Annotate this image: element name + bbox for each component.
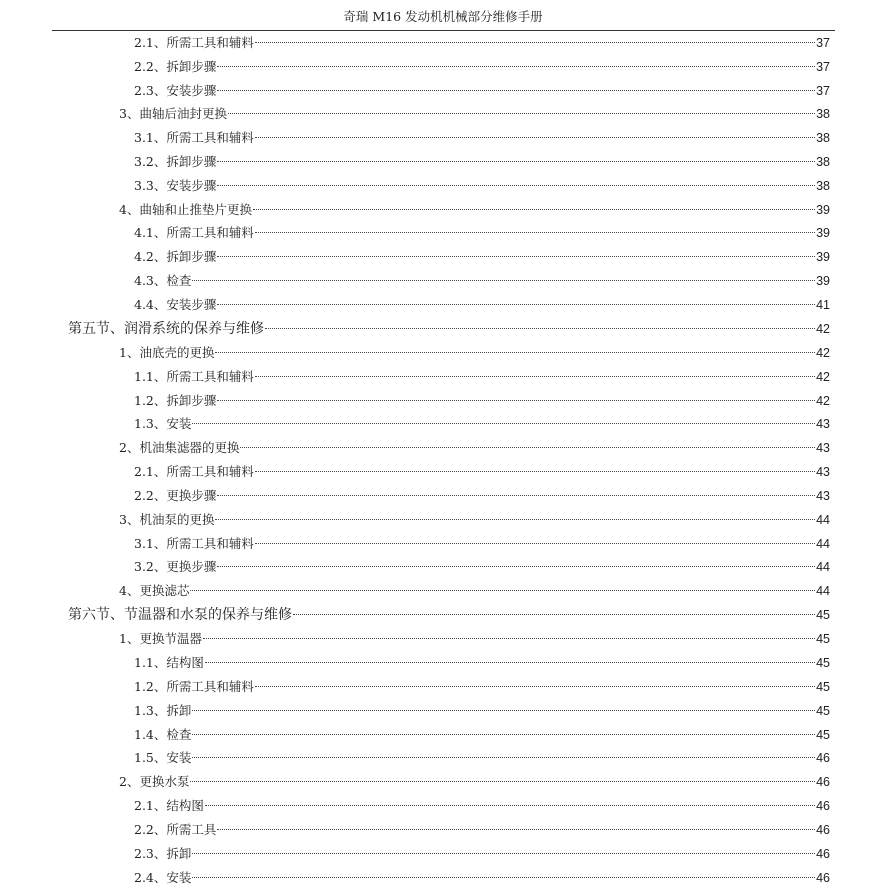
toc-page-number: 41	[816, 298, 830, 312]
toc-section-entry[interactable]	[68, 317, 830, 341]
toc-page-number: 39	[816, 226, 830, 240]
toc-dot-leader	[217, 185, 815, 186]
toc-page-number: 39	[816, 274, 830, 288]
toc-entry[interactable]	[134, 389, 830, 413]
toc-dot-leader	[205, 662, 815, 663]
toc-entry-title: 1.1、结构图	[134, 655, 204, 670]
toc-entry-title: 4.1、所需工具和辅料	[134, 225, 254, 240]
toc-dot-leader	[192, 853, 815, 854]
toc-entry[interactable]	[119, 770, 830, 794]
toc-entry-title: 1.2、拆卸步骤	[134, 393, 217, 408]
toc-entry-title: 2.2、更换步骤	[134, 488, 217, 503]
toc-dot-leader	[217, 400, 815, 401]
toc-entry[interactable]	[119, 508, 830, 532]
toc-entry[interactable]	[134, 460, 830, 484]
toc-page-number: 46	[816, 823, 830, 837]
toc-page-number: 42	[816, 346, 830, 360]
toc-entry-title: 1、更换节温器	[119, 631, 202, 646]
toc-dot-leader	[190, 590, 815, 591]
toc-entry-title: 1.3、安装	[134, 416, 192, 431]
toc-dot-leader	[203, 638, 815, 639]
page-header	[0, 0, 886, 30]
toc-entry[interactable]	[134, 532, 830, 556]
toc-dot-leader	[215, 352, 815, 353]
toc-entry[interactable]	[134, 794, 830, 818]
toc-entry-title: 2、机油集滤器的更换	[119, 440, 240, 455]
toc-page-number: 46	[816, 871, 830, 885]
toc-entry[interactable]	[134, 365, 830, 389]
toc-dot-leader	[293, 614, 815, 615]
toc-page-number: 46	[816, 847, 830, 861]
toc-entry[interactable]	[134, 55, 830, 79]
toc-entry[interactable]	[119, 579, 830, 603]
toc-entry-title: 2.2、拆卸步骤	[134, 59, 217, 74]
toc-page-number: 46	[816, 799, 830, 813]
toc-entry[interactable]	[134, 126, 830, 150]
toc-dot-leader	[255, 137, 815, 138]
toc-dot-leader	[255, 42, 815, 43]
toc-page-number: 39	[816, 250, 830, 264]
toc-entry[interactable]	[134, 31, 830, 55]
toc-page-number: 38	[816, 155, 830, 169]
toc-section-title: 第六节、节温器和水泵的保养与维修	[68, 607, 292, 623]
toc-entry-title: 2.2、所需工具	[134, 822, 217, 837]
toc-page-number: 42	[816, 370, 830, 384]
toc-entry-title: 1.1、所需工具和辅料	[134, 369, 254, 384]
toc-dot-leader	[253, 209, 815, 210]
toc-dot-leader	[217, 90, 815, 91]
toc-entry[interactable]	[134, 675, 830, 699]
toc-entry[interactable]	[119, 627, 830, 651]
toc-entry[interactable]	[134, 818, 830, 842]
toc-page-number: 38	[816, 131, 830, 145]
page-title: 奇瑞 M16 发动机机械部分维修手册	[343, 9, 543, 24]
toc-dot-leader	[255, 471, 815, 472]
toc-page-number: 37	[816, 36, 830, 50]
toc-entry[interactable]	[134, 699, 830, 723]
toc-dot-leader	[255, 543, 815, 544]
toc-entry-title: 2.1、所需工具和辅料	[134, 35, 254, 50]
toc-page-number: 45	[816, 608, 830, 622]
toc-dot-leader	[215, 519, 815, 520]
toc-entry[interactable]	[134, 174, 830, 198]
toc-entry[interactable]	[134, 412, 830, 436]
toc-entry-title: 2.3、拆卸	[134, 846, 192, 861]
toc-page-number: 44	[816, 560, 830, 574]
toc-entry[interactable]	[134, 269, 830, 293]
toc-dot-leader	[217, 566, 815, 567]
toc-entry[interactable]	[134, 842, 830, 866]
toc-dot-leader	[265, 328, 815, 329]
toc-dot-leader	[240, 447, 815, 448]
toc-entry-title: 1.2、所需工具和辅料	[134, 679, 254, 694]
toc-page-number: 38	[816, 179, 830, 193]
toc-entry-title: 4.2、拆卸步骤	[134, 249, 217, 264]
toc-page-number: 45	[816, 728, 830, 742]
toc-page-number: 45	[816, 704, 830, 718]
toc-entry-title: 3.1、所需工具和辅料	[134, 130, 254, 145]
toc-dot-leader	[217, 161, 815, 162]
toc-entry-title: 3.2、拆卸步骤	[134, 154, 217, 169]
toc-dot-leader	[192, 423, 815, 424]
toc-entry-title: 3、曲轴后油封更换	[119, 106, 227, 121]
toc-entry-title: 3.1、所需工具和辅料	[134, 536, 254, 551]
toc-entry-title: 3.2、更换步骤	[134, 559, 217, 574]
toc-entry-title: 2.4、安装	[134, 870, 192, 885]
toc-page-number: 45	[816, 656, 830, 670]
toc-page-number: 46	[816, 775, 830, 789]
toc-page-number: 37	[816, 84, 830, 98]
toc-entry-title: 1、油底壳的更换	[119, 345, 215, 360]
toc-entry-title: 3.3、安装步骤	[134, 178, 217, 193]
toc-page-number: 39	[816, 203, 830, 217]
toc-entry[interactable]	[134, 484, 830, 508]
toc-dot-leader	[190, 781, 815, 782]
toc-dot-leader	[192, 877, 815, 878]
toc-entry[interactable]	[119, 102, 830, 126]
toc-page-number: 46	[816, 751, 830, 765]
toc-entry[interactable]	[134, 723, 830, 747]
toc-entry-title: 2.1、结构图	[134, 798, 204, 813]
toc-dot-leader	[228, 113, 815, 114]
toc-dot-leader	[192, 710, 815, 711]
toc-dot-leader	[217, 495, 815, 496]
toc-entry-title: 2.1、所需工具和辅料	[134, 464, 254, 479]
toc-entry[interactable]	[134, 866, 830, 890]
toc-dot-leader	[217, 829, 815, 830]
toc-dot-leader	[217, 304, 815, 305]
toc-dot-leader	[192, 757, 815, 758]
toc-entry[interactable]	[134, 79, 830, 103]
toc-page-number: 43	[816, 417, 830, 431]
toc-entry[interactable]	[119, 198, 830, 222]
toc-entry-title: 2.3、安装步骤	[134, 83, 217, 98]
toc-entry-title: 4、曲轴和止推垫片更换	[119, 202, 252, 217]
toc-entry[interactable]	[134, 746, 830, 770]
toc-page-number: 43	[816, 441, 830, 455]
toc-dot-leader	[255, 376, 815, 377]
toc-page-number: 44	[816, 537, 830, 551]
toc-page-number: 45	[816, 632, 830, 646]
toc-entry[interactable]	[119, 341, 830, 365]
toc-entry-title: 4、更换滤芯	[119, 583, 190, 598]
toc-entry[interactable]	[134, 221, 830, 245]
toc-page-number: 43	[816, 489, 830, 503]
toc-entry[interactable]	[119, 436, 830, 460]
toc-dot-leader	[205, 805, 815, 806]
toc-page-number: 43	[816, 465, 830, 479]
toc-entry-title: 2、更换水泵	[119, 774, 190, 789]
toc-dot-leader	[192, 280, 815, 281]
toc-entry-title: 4.3、检查	[134, 273, 192, 288]
toc-dot-leader	[255, 232, 815, 233]
toc-entry-title: 1.4、检查	[134, 727, 192, 742]
toc-page-number: 38	[816, 107, 830, 121]
toc-entry[interactable]	[134, 293, 830, 317]
toc-page-number: 44	[816, 584, 830, 598]
toc-dot-leader	[192, 734, 815, 735]
toc-entry[interactable]	[134, 555, 830, 579]
toc-dot-leader	[255, 686, 815, 687]
toc-section-title: 第五节、润滑系统的保养与维修	[68, 321, 264, 337]
toc-page-number: 44	[816, 513, 830, 527]
toc-entry-title: 4.4、安装步骤	[134, 297, 217, 312]
toc-dot-leader	[217, 256, 815, 257]
toc-entry-title: 1.3、拆卸	[134, 703, 192, 718]
toc-section-entry[interactable]	[68, 603, 830, 627]
toc-entry[interactable]	[134, 245, 830, 269]
toc-entry[interactable]	[134, 150, 830, 174]
toc-page-number: 45	[816, 680, 830, 694]
toc-dot-leader	[217, 66, 815, 67]
toc-page-number: 42	[816, 322, 830, 336]
toc-entry-title: 3、机油泵的更换	[119, 512, 215, 527]
toc-entry[interactable]	[134, 651, 830, 675]
toc-page-number: 37	[816, 60, 830, 74]
toc-page-number: 42	[816, 394, 830, 408]
toc-entry-title: 1.5、安装	[134, 750, 192, 765]
